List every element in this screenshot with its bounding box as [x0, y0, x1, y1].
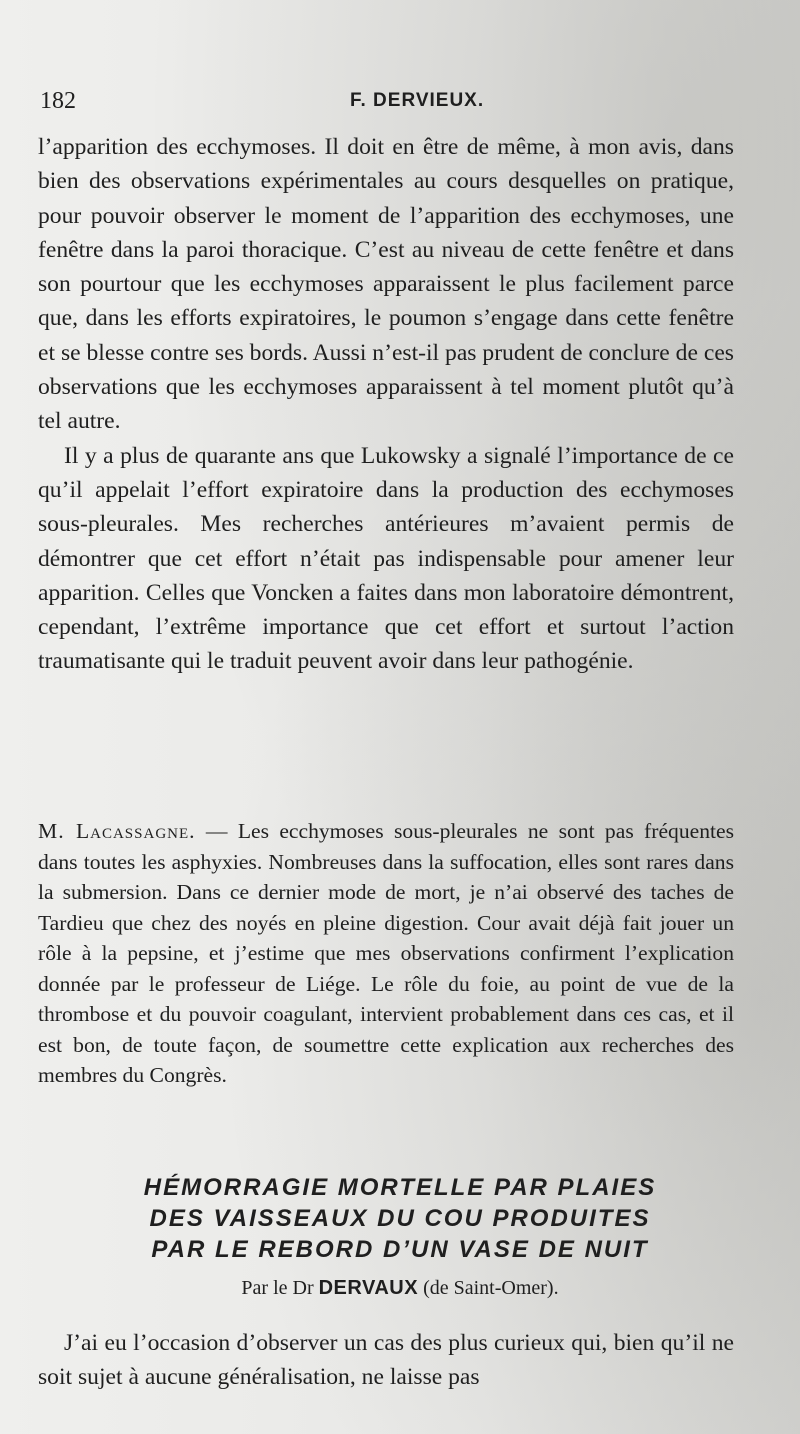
remark-text: — Les ecchymoses sous-pleurales ne sont pas fréquentes dans toutes les asphyxies. Nombreuses dans la suffocation, elles sont rares dans la submersion. Dans ce dernier mode de mort, je n’ai observé des taches de Tardieu que chez des noyés en pleine digestion. Cour avait déjà fait jouer un rôle à la pepsine, et j’estime que mes observations confirment l’explication donnée par le professeur de Liége. Le rôle du foie, au point de vue de la thrombose et du pouvoir coagulant, intervient probablement dans ces cas, et il est bon, de toute façon, de soumettre cette explication aux recherches des membres du Congrès. [38, 819, 734, 1087]
paragraph-1: l’apparition des ecchymoses. Il doit en être de même, à mon avis, dans bien des observations expérimentales au cours desquelles on pratique, pour pouvoir observer le moment de l’apparition des ecchymoses, une fenêtre dans la paroi thoracique. C’est au niveau de cette fenêtre et dans son pourtour que les ecchymoses apparaissent le plus facilement parce que, dans les efforts expiratoires, le poumon s’engage dans cette fenêtre et se blesse contre ses bords. Aussi n’est-il pas prudent de conclure de ces observations que les ecchymoses apparaissent à tel moment plutôt qu’à tel autre. [38, 134, 734, 435]
page-number: 182 [40, 88, 76, 114]
main-text [38, 130, 734, 679]
running-head: F. DERVIEUX. [350, 90, 485, 111]
page-header [40, 88, 760, 118]
opening-paragraph: J’ai eu l’occasion d’observer un cas des plus curieux qui, bien qu’il ne soit sujet à aucune généralisation, ne laisse pas [38, 1330, 734, 1391]
byline-suffix: (de Saint-Omer). [418, 1277, 559, 1299]
paragraph-2: Il y a plus de quarante ans que Lukowsky a signalé l’importance de ce qu’il appelait l’effort expiratoire dans la production des ecchymoses sous-pleurales. Mes recherches antérieures m’avaient permis de démontrer que cet effort n’était pas indispensable pour amener leur apparition. Celles que Voncken a faites dans mon laboratoire démontrent, cependant, l’extrême importance que cet effort et surtout l’action traumatisante qui le traduit peuvent avoir dans leur pathogénie. [38, 442, 734, 675]
title-line-3: PAR LE REBORD D’UN VASE DE NUIT [151, 1236, 649, 1263]
article-opening [38, 1326, 734, 1395]
byline-author: DERVAUX [318, 1277, 419, 1299]
title-line-1: HÉMORRAGIE MORTELLE PAR PLAIES [143, 1174, 657, 1201]
article-title [40, 1172, 760, 1265]
title-line-2: DES VAISSEAUX DU COU PRODUITES [149, 1205, 651, 1232]
discussion-remark [38, 816, 734, 1091]
article-byline [40, 1277, 760, 1300]
byline-prefix: Par le Dr [241, 1277, 319, 1299]
remark-speaker: M. Lacassagne. [38, 819, 196, 843]
